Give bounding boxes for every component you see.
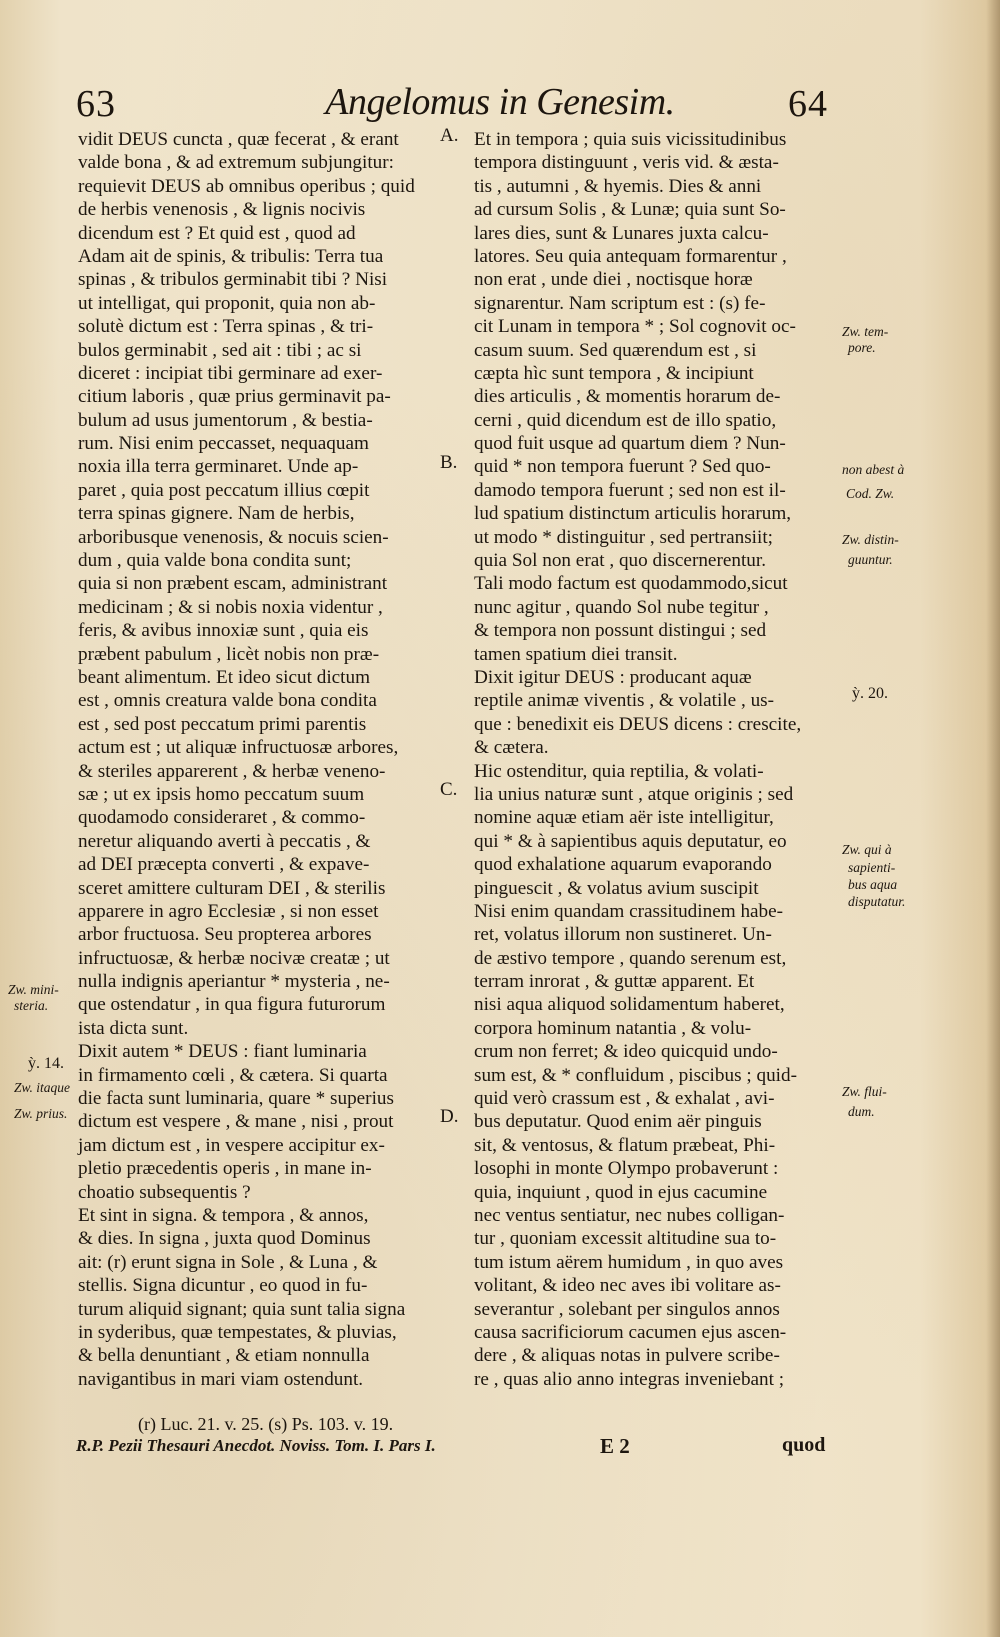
text-line: de herbis venenosis , & lignis nocivis	[78, 199, 366, 221]
text-line: est , sed post peccatum primi parentis	[78, 713, 367, 735]
text-line: cæpta hìc sunt tempora , & incipiunt	[474, 362, 754, 384]
margin-letter-c: C.	[440, 779, 458, 800]
signature-mark: E 2	[600, 1434, 630, 1458]
text-line: bulum ad usus jumentorum , & bestia-	[78, 409, 373, 431]
text-line: causa sacrificiorum cacumen ejus ascen-	[474, 1321, 787, 1343]
text-line: quod fuit usque ad quartum diem ? Nun-	[474, 433, 786, 455]
text-line: latores. Seu quia antequam formarentur ,	[474, 245, 787, 267]
text-line: tamen spatium diei transit.	[474, 643, 678, 665]
text-line: sæ ; ut ex ipsis homo peccatum suum	[78, 783, 365, 805]
text-line: nulla indignis aperiantur * mysteria , ne-	[78, 971, 390, 993]
text-line: Dixit autem * DEUS : fiant luminaria	[78, 1041, 367, 1063]
text-line: severantur , solebant per singulos annos	[474, 1298, 780, 1320]
text-line: valde bona , & ad extremum subjungitur:	[78, 152, 394, 174]
side-note: pore.	[848, 340, 876, 355]
side-note: sapienti-	[848, 860, 896, 875]
text-line: damodo tempora fuerunt ; sed non est il-	[474, 479, 786, 501]
side-note: non abest à	[842, 462, 905, 477]
text-line: arboribusque venenosis, & nocuis scien-	[78, 526, 389, 548]
margin-letter-d: D.	[440, 1106, 459, 1127]
text-line: feris, & avibus innoxiæ sunt , quia eis	[78, 620, 369, 642]
text-line: citium laboris , quæ prius germinavit pa-	[78, 386, 391, 408]
text-line: & steriles apparerent , & herbæ veneno-	[78, 760, 386, 782]
text-line: volitant, & ideo nec aves ibi volitare as-	[474, 1275, 781, 1297]
text-line: Hic ostenditur, quia reptilia, & volati-	[474, 760, 764, 782]
text-line: qui * & à sapientibus aquis deputatur, eo	[474, 830, 787, 852]
text-line: vidit DEUS cuncta , quæ fecerat , & erant	[78, 129, 399, 150]
text-line: turum aliquid signant; quia sunt talia signa	[78, 1298, 406, 1320]
text-line: quid * non tempora fuerunt ? Sed quo-	[474, 456, 771, 478]
text-line: paret , quia post peccatum illius cœpit	[78, 479, 370, 501]
side-note: Zw. distin-	[842, 532, 899, 547]
side-note: steria.	[14, 998, 49, 1013]
text-line: de æstivo tempore , quando serenum est,	[474, 947, 787, 969]
text-line: Adam ait de spinis, & tribulis: Terra tua	[78, 245, 384, 267]
text-line: Nisi enim quandam crassitudinem habe-	[474, 900, 784, 922]
text-line: tur , quoniam excessit altitudine sua to-	[474, 1228, 777, 1250]
text-line: terram inrorat , & guttæ apparent. Et	[474, 971, 755, 993]
text-line: quia si non præbent escam, administrant	[78, 573, 388, 595]
text-line: actum est ; ut aliquæ infructuosæ arbores,	[78, 737, 399, 759]
verse-mark: ỳ. 20.	[852, 685, 888, 702]
side-note: guuntur.	[848, 552, 893, 567]
text-line: die facta sunt luminaria, quare * superius	[78, 1088, 394, 1110]
text-line: sceret amittere culturam DEI , & sterilis	[78, 877, 386, 899]
text-line: noxia illa terra germinaret. Unde ap-	[78, 456, 359, 478]
text-line: sum est, & * confluidum , piscibus ; quid-	[474, 1064, 797, 1086]
text-line: lares dies, sunt & Lunares juxta calcu-	[474, 222, 769, 244]
page-number-right: 64	[788, 83, 828, 125]
text-line: præbent pabulum , licèt nobis non præ-	[78, 643, 380, 665]
text-line: nunc agitur , quando Sol nube tegitur ,	[474, 596, 769, 618]
side-note: dum.	[848, 1104, 875, 1119]
text-line: losophi in monte Olympo probaverunt :	[474, 1158, 779, 1180]
catchline: R.P. Pezii Thesauri Anecdot. Noviss. Tom. I. Pars I.	[76, 1436, 436, 1455]
text-line: rum. Nisi enim peccasset, nequaquam	[78, 433, 369, 455]
side-note: Zw. mini-	[8, 982, 59, 997]
text-line: Et sint in signa. & tempora , & annos,	[78, 1204, 369, 1226]
text-line: stellis. Signa dicuntur , eo quod in fu-	[78, 1275, 368, 1297]
text-line: cit Lunam in tempora * ; Sol cognovit oc-	[474, 316, 796, 338]
text-line: jam dictum est , in vespere accipitur ex-	[78, 1134, 385, 1156]
text-line: quod exhalatione aquarum evaporando	[474, 854, 772, 876]
left-text-column	[78, 125, 459, 1391]
text-line: Dixit igitur DEUS : producant aquæ	[474, 666, 752, 688]
text-line: nomine aquæ etiam aër iste intelligitur,	[474, 807, 774, 829]
text-line: dictum est vespere , & mane , nisi , prout	[78, 1111, 394, 1133]
text-line: reptile animæ viventis , & volatile , us-	[474, 690, 775, 712]
text-line: & tempora non possunt distingui ; sed	[474, 620, 767, 642]
text-line: quid verò crassum est , & exhalat , avi-	[474, 1088, 775, 1110]
text-line: in syderibus, quæ tempestates, & pluvias,	[78, 1321, 397, 1343]
text-line: navigantibus in mari viam ostendunt.	[78, 1368, 364, 1390]
text-line: nec ventus sentiatur, nec nubes colligan-	[474, 1204, 785, 1226]
custos-word: quod	[782, 1434, 826, 1456]
side-note: Zw. tem-	[842, 324, 889, 339]
running-title: Angelomus in Genesim.	[325, 81, 675, 123]
text-line: est , omnis creatura valde bona condita	[78, 690, 377, 712]
footnotes: (r) Luc. 21. v. 25. (s) Ps. 103. v. 19.	[138, 1414, 394, 1434]
text-line: dum , quia valde bona condita sunt;	[78, 550, 352, 572]
margin-letter-a: A.	[440, 125, 459, 146]
text-line: signarentur. Nam scriptum est : (s) fe-	[474, 292, 766, 314]
text-line: nisi aqua aliquod solidamentum haberet,	[474, 994, 785, 1016]
text-line: neretur aliquando averti à peccatis , &	[78, 830, 371, 852]
side-note: Zw. qui à	[842, 842, 892, 857]
side-note: bus aqua	[848, 877, 898, 892]
text-line: ad DEI præcepta converti , & expave-	[78, 854, 370, 876]
text-line: & cætera.	[474, 737, 549, 759]
text-line: ut modo * distinguitur , sed pertransiit;	[474, 526, 773, 548]
text-line: beant alimentum. Et ideo sicut dictum	[78, 666, 371, 688]
text-line: casum suum. Sed quærendum est , si	[474, 339, 757, 361]
text-line: dere , & aliquas notas in pulvere scribe-	[474, 1345, 780, 1367]
side-note: Cod. Zw.	[846, 486, 895, 501]
side-note: Zw. prius.	[14, 1106, 68, 1121]
text-line: ret, volatus illorum non sustineret. Un-	[474, 924, 772, 946]
text-line: arbor fructuosa. Seu propterea arbores	[78, 924, 372, 946]
text-line: bulos germinabit , sed ait : tibi ; ac si	[78, 339, 362, 361]
side-note: Zw. itaque	[14, 1080, 71, 1095]
page-number-left: 63	[76, 83, 116, 125]
text-line: Et in tempora ; quia suis vicissitudinibus	[474, 129, 787, 150]
text-line: pinguescit , & volatus avium suscipit	[474, 877, 759, 899]
text-line: medicinam ; & si nobis noxia videntur ,	[78, 596, 383, 618]
text-line: in firmamento cœli , & cætera. Si quarta	[78, 1064, 388, 1086]
text-line: terra spinas gignere. Nam de herbis,	[78, 503, 355, 525]
text-line: quia Sol non erat , quo discernerentur.	[474, 550, 766, 572]
text-line: que ostendatur , in qua figura futurorum	[78, 994, 386, 1016]
side-note: disputatur.	[848, 894, 906, 909]
text-line: choatio subsequentis ?	[78, 1181, 251, 1203]
margin-letter-b: B.	[440, 452, 458, 473]
text-line: lud spatium distinctum articulis horarum,	[474, 503, 792, 525]
right-text-column	[474, 128, 840, 1391]
text-line: ad cursum Solis , & Lunæ; quia sunt So-	[474, 199, 786, 221]
text-line: & bella denuntiant , & etiam nonnulla	[78, 1345, 370, 1367]
text-line: cerni , quid dicendum est de illo spatio,	[474, 409, 777, 431]
text-line: Tali modo factum est quodammodo,sicut	[474, 573, 788, 595]
text-line: que : benedixit eis DEUS dicens : crescite,	[474, 713, 802, 735]
text-line: diceret : incipiat tibi germinare ad exer-	[78, 362, 383, 384]
text-line: ut intelligat, qui proponit, quia non ab-	[78, 292, 376, 314]
text-line: tempora distinguunt , veris vid. & æsta-	[474, 152, 779, 174]
text-line: sit, & ventosus, & flatum præbeat, Phi-	[474, 1134, 776, 1156]
text-line: apparere in agro Ecclesiæ , si non esset	[78, 900, 379, 922]
text-line: dicendum est ? Et quid est , quod ad	[78, 222, 356, 244]
text-line: solutè dictum est : Terra spinas , & tri-	[78, 316, 374, 338]
text-line: tis , autumni , & hyemis. Dies & anni	[474, 175, 762, 197]
text-line: pletio præcedentis operis , in mane in-	[78, 1158, 372, 1180]
text-line: quodamodo consideraret , & commo-	[78, 807, 366, 829]
verse-mark: ỳ. 14.	[28, 1055, 64, 1072]
text-line: tum istum aërem humidum , in quo aves	[474, 1251, 784, 1273]
side-note: Zw. flui-	[842, 1084, 887, 1099]
text-line: infructuosæ, & herbæ nocivæ creatæ ; ut	[78, 947, 390, 969]
text-line: dies articulis , & momentis horarum de-	[474, 386, 781, 408]
text-line: spinas , & tribulos germinabit tibi ? Nisi	[78, 269, 388, 291]
text-line: bus deputatur. Quod enim aër pinguis	[474, 1111, 762, 1133]
text-line: & dies. In signa , juxta quod Dominus	[78, 1228, 371, 1250]
page-edge-shadow	[986, 0, 1000, 1637]
text-line: quia, inquiunt , quod in ejus cacumine	[474, 1181, 768, 1203]
text-line: corpora hominum natantia , & volu-	[474, 1017, 752, 1039]
text-line: lia unius naturæ sunt , atque originis ; sed	[474, 783, 794, 805]
text-line: crum non ferret; & ideo quicquid undo-	[474, 1041, 778, 1063]
text-line: re , quas alio anno integras inveniebant ;	[474, 1368, 785, 1390]
text-line: requievit DEUS ab omnibus operibus ; quid	[78, 175, 415, 197]
text-line: non erat , unde diei , noctisque horæ	[474, 269, 753, 291]
text-line: ait: (r) erunt signa in Sole , & Luna , &	[78, 1251, 378, 1273]
text-line: ista dicta sunt.	[78, 1017, 189, 1039]
